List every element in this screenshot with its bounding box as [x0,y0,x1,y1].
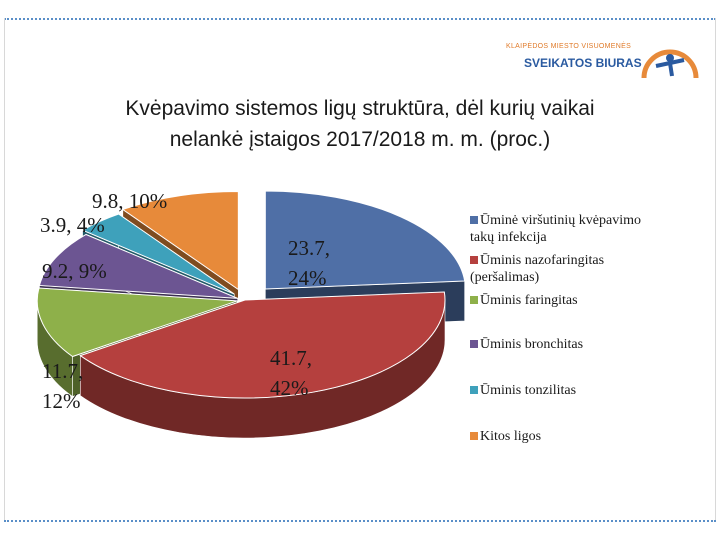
title-line1: Kvėpavimo sistemos ligų struktūra, dėl kurių vaikai [125,97,595,120]
legend-swatch [470,386,478,394]
legend-item-5-line-1 [470,382,710,399]
legend-item-6 [470,428,710,445]
legend-item-5 [470,382,710,399]
legend-item-2 [470,252,710,286]
legend-label: Kitos ligos [480,429,542,444]
legend-swatch [470,432,478,440]
data-label-5-line-1: 3.9, 4% [40,213,105,237]
legend-item-3 [470,292,710,309]
legend-item-2-line-1 [470,252,710,269]
legend-label: takų infekcija [470,230,547,245]
legend-label: Ūminis bronchitas [480,337,584,352]
legend-swatch [470,216,478,224]
legend-item-1-line-1 [470,212,710,229]
legend-swatch [470,296,478,304]
data-label-1-line-2: 24% [288,266,327,290]
data-label-2-line-1: 41.7, [270,346,312,370]
legend-label: Ūminė viršutinių kvėpavimo [480,213,641,228]
logo-org-line1: KLAIPĖDOS MIESTO VISUOMENĖS [506,43,632,50]
legend-item-6-line-1 [470,428,710,445]
legend-swatch [470,256,478,264]
legend-swatch [470,340,478,348]
data-label-6-line-1: 9.8, 10% [92,189,168,213]
legend-item-4 [470,336,710,353]
title-line2: nelankė įstaigos 2017/2018 m. m. (proc.) [169,128,551,151]
legend-label: Ūminis faringitas [480,293,578,308]
legend-label: Ūminis nazofaringitas [480,253,605,268]
data-label-1-line-1: 23.7, [288,236,330,260]
legend-item-2-line-2 [470,269,710,286]
data-label-3-line-2: 12% [42,389,81,413]
data-label-3-line-1: 11.7, [42,359,84,383]
data-label-5 [40,213,105,237]
legend-label: (peršalimas) [470,270,540,285]
legend-item-1-line-2 [470,229,710,246]
data-label-6 [92,189,167,213]
data-label-4-line-1: 9.2, 9% [42,259,107,283]
logo-org-line2: SVEIKATOS BIURAS [524,56,642,70]
legend-item-4-line-1 [470,336,710,353]
legend-item-1 [470,212,710,246]
data-label-2-line-2: 42% [270,376,309,400]
legend-label: Ūminis tonzilitas [480,383,577,398]
legend-item-3-line-1 [470,292,710,309]
data-label-4 [42,259,107,283]
